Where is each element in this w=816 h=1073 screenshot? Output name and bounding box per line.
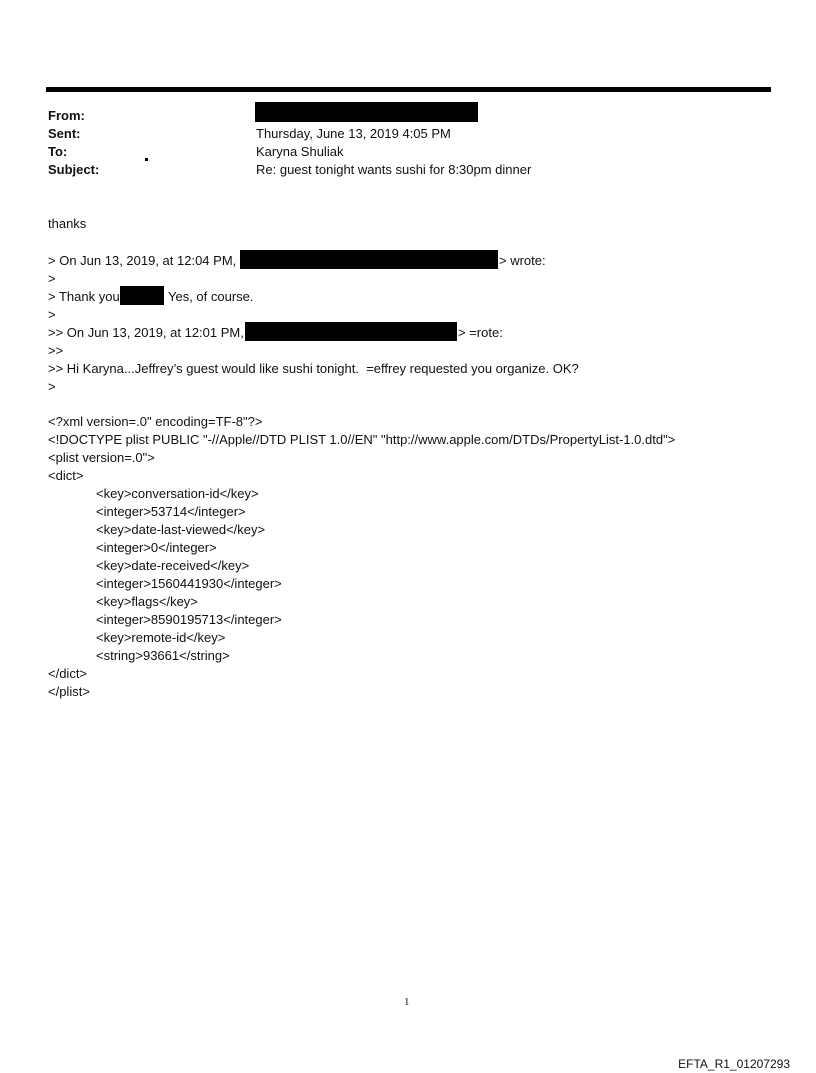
quote-line-2-prefix: >> On Jun 13, 2019, at 12:01 PM, [48, 325, 244, 340]
plist-entry: <integer>8590195713</integer> [96, 612, 282, 627]
subject-label: Subject: [48, 162, 100, 177]
redaction-from [255, 102, 478, 122]
plist-entry: <key>date-last-viewed</key> [96, 522, 266, 537]
plist-entry: <string>93661</string> [96, 648, 230, 663]
page-number: 1 [404, 996, 410, 1008]
plist-open-tag: <plist version=.0"> [48, 450, 155, 465]
plist-dict-open: <dict> [48, 468, 84, 483]
quote-line-2-suffix: > =rote: [458, 325, 503, 340]
greeting-text: thanks [48, 216, 87, 231]
quote-blank-1: > [48, 271, 56, 286]
plist-entry: <key>flags</key> [96, 594, 198, 609]
plist-entry: <integer>0</integer> [96, 540, 217, 555]
quote-thank-prefix: > Thank you [48, 289, 120, 304]
plist-entry: <key>remote-id</key> [96, 630, 226, 645]
quote-line-1-suffix: > wrote: [499, 253, 546, 268]
plist-entry: <integer>53714</integer> [96, 504, 246, 519]
plist-entry: <integer>1560441930</integer> [96, 576, 282, 591]
header-rule [46, 87, 771, 92]
subject-value: Re: guest tonight wants sushi for 8:30pm dinner [256, 162, 532, 177]
plist-dict-close: </dict> [48, 666, 88, 681]
quote-blank-2: > [48, 307, 56, 322]
plist-doctype: <!DOCTYPE plist PUBLIC "-//Apple//DTD PLIST 1.0//EN" "http://www.apple.com/DTDs/PropertyList-1.0.dtd"> [48, 432, 676, 447]
plist-xml-declaration: <?xml version=.0" encoding=TF-8"?> [48, 414, 263, 429]
quote-line-1-prefix: > On Jun 13, 2019, at 12:04 PM, [48, 253, 237, 268]
bates-number: EFTA_R1_01207293 [678, 1057, 790, 1071]
quote-message: >> Hi Karyna...Jeffrey’s guest would like sushi tonight. =effrey requested you organize. OK? [48, 361, 579, 376]
plist-entry: <key>conversation-id</key> [96, 486, 259, 501]
quote-blank-4: > [48, 379, 56, 394]
plist-close-tag: </plist> [48, 684, 90, 699]
from-label: From: [48, 108, 85, 123]
sent-label: Sent: [48, 126, 81, 141]
to-label: To: [48, 144, 68, 159]
redaction-sender-2 [245, 322, 457, 341]
quote-blank-3: >> [48, 343, 64, 358]
sent-value: Thursday, June 13, 2019 4:05 PM [256, 126, 451, 141]
redaction-sender-1 [240, 250, 498, 269]
redaction-name [120, 286, 164, 305]
redaction-to-mark [145, 158, 148, 161]
plist-entry: <key>date-received</key> [96, 558, 250, 573]
quote-thank-suffix: Yes, of course. [168, 289, 254, 304]
to-value: Karyna Shuliak [256, 144, 344, 159]
